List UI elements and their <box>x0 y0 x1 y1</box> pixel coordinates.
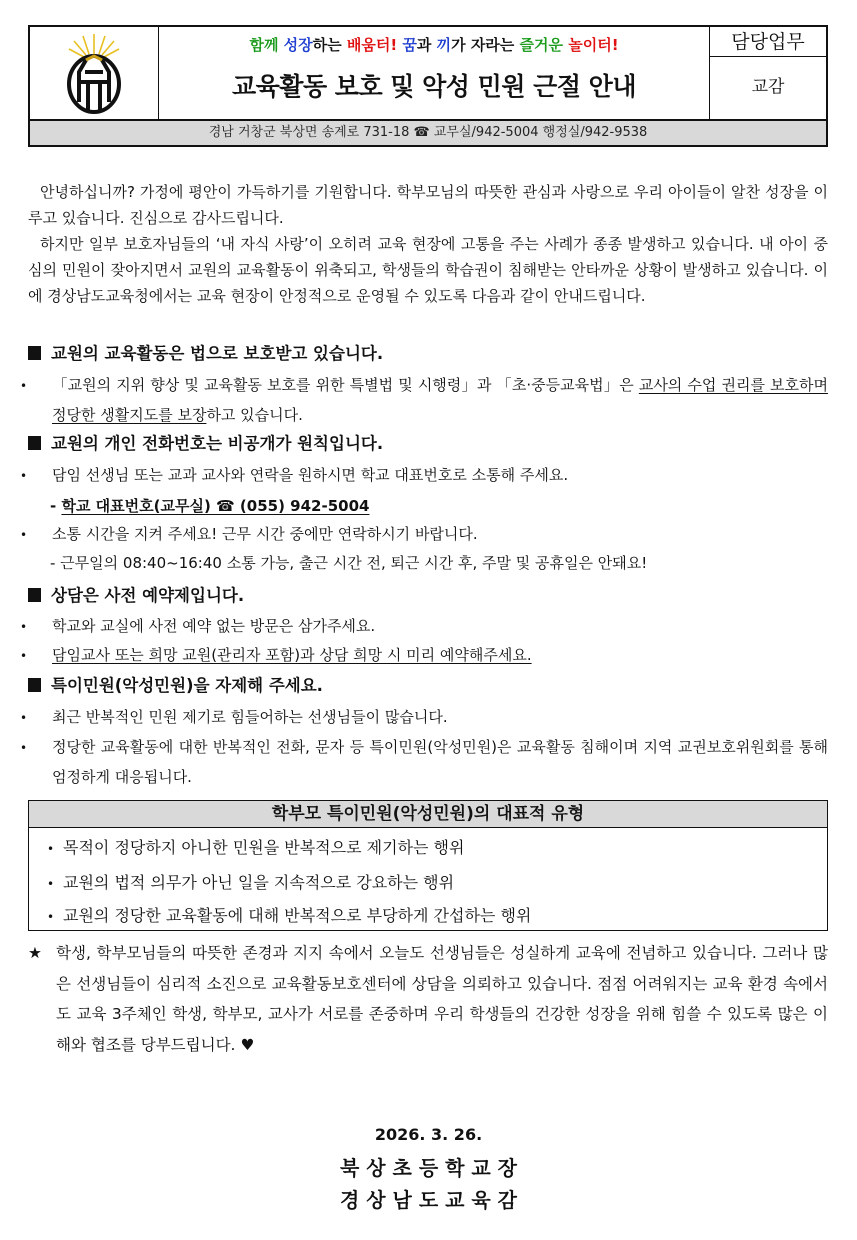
sender-principal: 북 상 초 등 학 교 장 <box>339 1156 518 1180</box>
bullet-icon: • <box>20 649 28 663</box>
section-heading-malicious-complaints <box>28 673 323 699</box>
closing-paragraph <box>28 938 828 1060</box>
school-emblem-icon <box>30 27 159 119</box>
slogan-part: 배움터! <box>346 36 403 54</box>
square-bullet-icon <box>28 346 41 360</box>
bullet-icon: • <box>20 620 28 634</box>
text: 교원의 법적 의무가 아닌 일을 지속적으로 강요하는 행위 <box>63 873 455 892</box>
square-bullet-icon <box>28 678 41 692</box>
heading-text: 특이민원(악성민원)을 자제해 주세요. <box>51 676 323 695</box>
heading-text: 교원의 교육활동은 법으로 보호받고 있습니다. <box>51 344 384 363</box>
text: 학교와 교실에 사전 예약 없는 방문은 삼가주세요. <box>52 617 376 635</box>
star-icon: ★ <box>28 944 42 962</box>
section-heading-legal-protection <box>28 341 383 367</box>
list-item <box>47 836 464 861</box>
document-date: 2026. 3. 26. <box>374 1125 483 1144</box>
slogan-part: 과 <box>416 36 437 54</box>
bullet-icon: • <box>47 842 55 856</box>
text: 담임 선생님 또는 교과 교사와 연락을 원하시면 학교 대표번호로 소통해 주세요. <box>52 466 569 484</box>
duty-label: 담당업무 <box>710 27 826 57</box>
slogan-part: 함께 <box>249 36 284 54</box>
bullet-item <box>20 520 828 550</box>
heart-icon: ♥ <box>240 1035 255 1054</box>
bullet-item <box>20 371 829 430</box>
text: 소통 시간을 지켜 주세요! 근무 시간 중에만 연락하시기 바랍니다. <box>52 525 478 543</box>
duty-cell <box>710 27 826 119</box>
bullet-item <box>20 612 828 642</box>
underlined-text: 담임교사 또는 희망 교원(관리자 포함)과 상담 희망 시 미리 예약해주세요. <box>52 646 532 664</box>
bullet-icon: • <box>47 877 55 891</box>
bullet-icon: • <box>20 469 28 483</box>
list-item <box>47 904 531 929</box>
complaint-types-box <box>28 800 828 931</box>
text: 목적이 정당하지 아니한 민원을 반복적으로 제기하는 행위 <box>63 838 465 857</box>
slogan-part: 성장 <box>283 36 313 54</box>
heading-text: 교원의 개인 전화번호는 비공개가 원칙입니다. <box>51 434 384 453</box>
bullet-icon: • <box>47 910 55 924</box>
text: 「교원의 지위 향상 및 교육활동 보호를 위한 특별법 및 시행령」과 「초·중등교육법」은 <box>52 376 639 394</box>
slogan-part: 끼 <box>436 36 452 54</box>
school-slogan <box>159 34 709 55</box>
heading-text: 상담은 사전 예약제입니다. <box>51 586 245 605</box>
bullet-item <box>20 733 828 792</box>
text: 최근 반복적인 민원 제기로 힘들어하는 선생님들이 많습니다. <box>52 708 448 726</box>
bullet-item <box>20 641 828 671</box>
underlined-text: 교사의 수업 권리를 보호하며 정당한 생활지도를 보장 <box>52 376 829 424</box>
bullet-icon: • <box>20 711 28 725</box>
slogan-part: 하는 <box>312 36 347 54</box>
slogan-part: 가 자라는 <box>451 36 520 54</box>
square-bullet-icon <box>28 436 41 450</box>
intro-paragraph-1: 안녕하십니까? 가정에 평안이 가득하기를 기원합니다. 학부모님의 따뜻한 관심과 사랑으로 우리 아이들이 알찬 성장을 이루고 있습니다. 진심으로 감사드립니다. <box>28 183 828 227</box>
text: 학생, 학부모님들의 따뜻한 존경과 지지 속에서 오늘도 선생님들은 성실하게 교육에 전념하고 있습니다. 그러나 많은 선생님들이 심리적 소진으로 교육활동보호센터에 상담을 의뢰하고 있습니다. 점점 어려워지는 교육 환경 속에서도 교육 3주체인 학생, 학부모, 교사가 서로를 존중하며 우리 학생들의 건강한 성장을 위해 힘쓸 수 있도록 많은 이해와 협조를 당부드립니다. <box>56 944 828 1054</box>
box-title: 학부모 특이민원(악성민원)의 대표적 유형 <box>29 801 827 828</box>
section-heading-phone-private <box>28 431 383 457</box>
section-heading-consultation <box>28 583 244 609</box>
text: 정당한 교육활동에 대한 반복적인 전화, 문자 등 특이민원(악성민원)은 교육활동 침해이며 지역 교권보호위원회를 통해 엄정하게 대응됩니다. <box>52 738 828 786</box>
slogan-part: 놀이터! <box>568 36 619 54</box>
letterhead <box>28 25 828 147</box>
sender-superintendent: 경 상 남 도 교 육 감 <box>339 1188 518 1212</box>
school-phone-number <box>50 493 369 519</box>
duty-value: 교감 <box>751 77 785 97</box>
text: 교원의 정당한 교육활동에 대해 반복적으로 부당하게 간섭하는 행위 <box>63 906 532 925</box>
bullet-icon: • <box>20 528 28 542</box>
bullet-item <box>20 703 828 733</box>
square-bullet-icon <box>28 588 41 602</box>
dash: - <box>50 497 62 515</box>
contact-hours: - 근무일의 08:40~16:40 소통 가능, 출근 시간 전, 퇴근 시간 후, 주말 및 공휴일은 안돼요! <box>50 554 648 572</box>
intro-paragraph-2: 하지만 일부 보호자님들의 ‘내 자식 사랑’이 오히려 교육 현장에 고통을 주는 사례가 종종 발생하고 있습니다. 내 아이 중심의 민원이 잦아지면서 교원의 교육활동이 위축되고, 학생들의 학습권이 침해받는 안타까운 상황이 발생하고 있습니다. 이에 경상남도교육청에서는 교육 현장이 안정적으로 운영될 수 있도록 다음과 같이 안내드립니다. <box>28 235 828 305</box>
school-address: 경남 거창군 북상면 송계로 731-18 ☎ 교무실/942-5004 행정실/942-9538 <box>30 119 826 145</box>
phone-text: 학교 대표번호(교무실) ☎ (055) 942-5004 <box>61 497 370 515</box>
slogan-part: 꿈 <box>402 36 417 54</box>
bullet-icon: • <box>20 741 28 755</box>
bullet-item <box>20 461 828 491</box>
title-cell <box>159 27 710 119</box>
bullet-icon: • <box>20 379 28 393</box>
list-item <box>47 871 454 896</box>
document-title: 교육활동 보호 및 악성 민원 근절 안내 <box>232 72 636 101</box>
text: 하고 있습니다. <box>206 406 303 424</box>
slogan-part: 즐거운 <box>519 36 569 54</box>
